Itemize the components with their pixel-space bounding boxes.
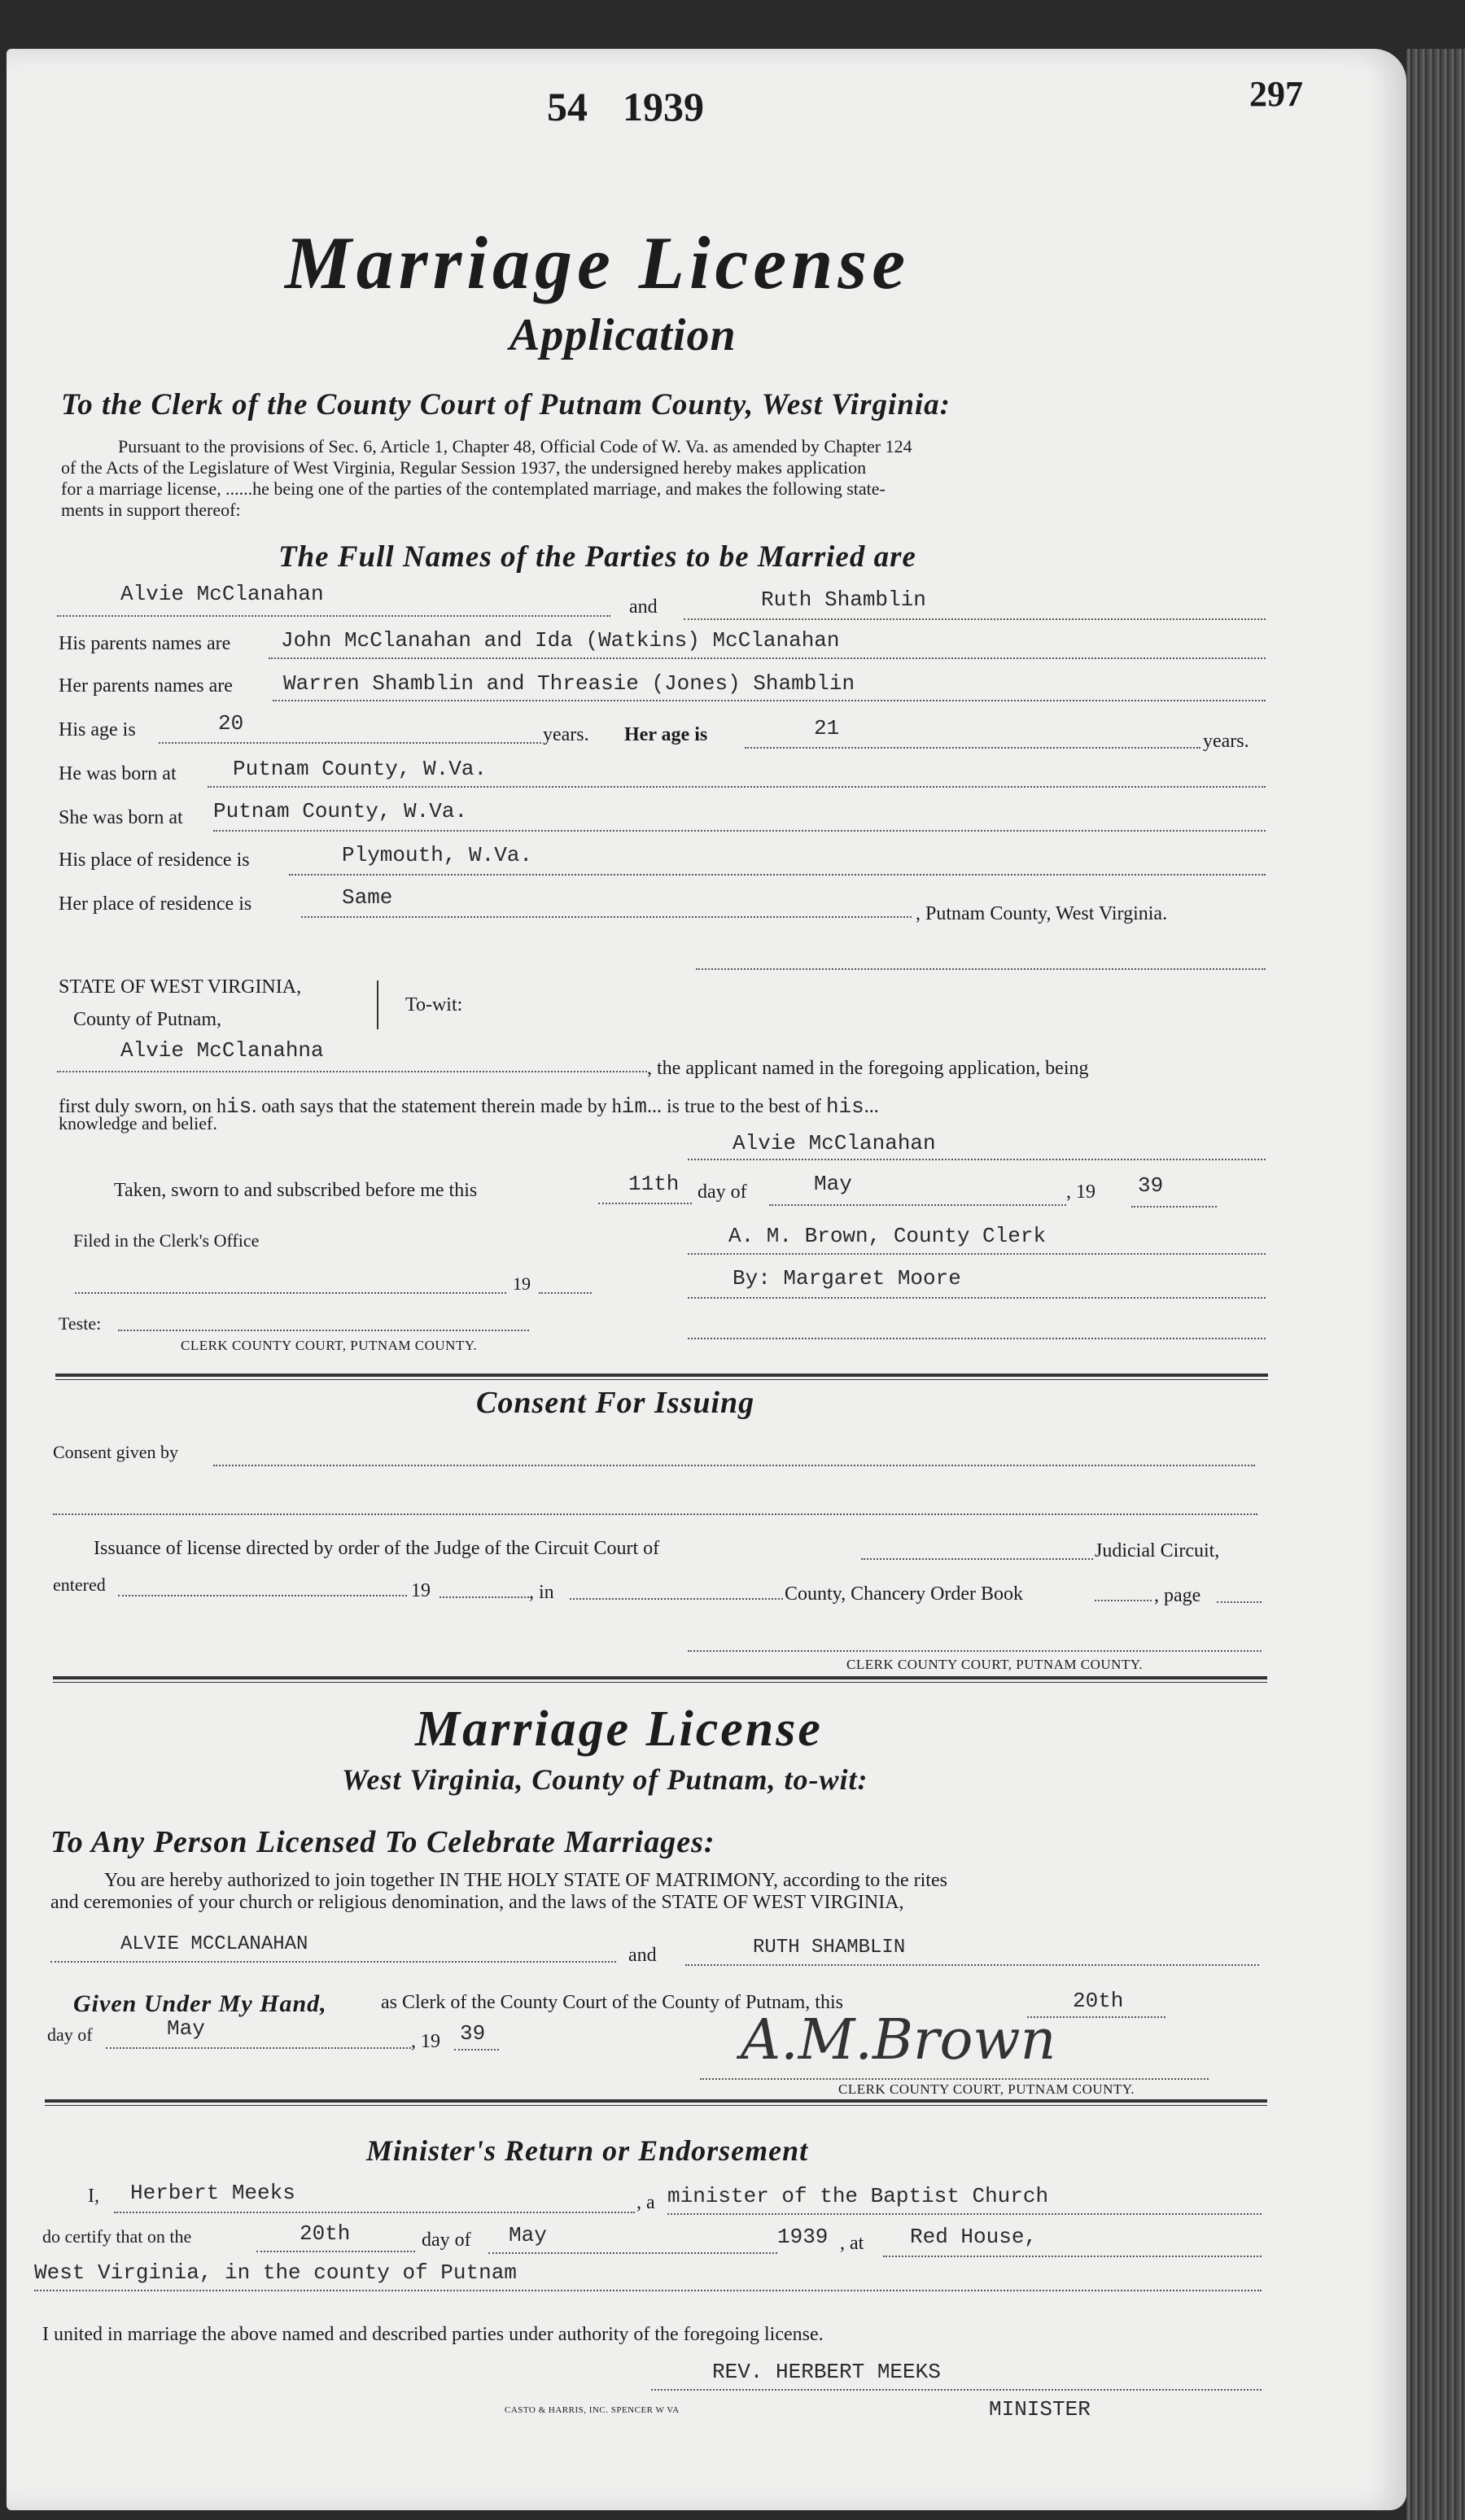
oath-line-2: first duly sworn, on his. oath says that the statement therein made by him... is true to the best of his...: [59, 1094, 879, 1119]
her-age-value: 21: [814, 716, 840, 740]
and-label: and: [629, 596, 658, 618]
county-clerk-name: A. M. Brown, County Clerk: [728, 1224, 1047, 1248]
county-label: County of Putnam,: [73, 1009, 222, 1030]
marriage-month: May: [509, 2223, 547, 2247]
consent-heading: Consent For Issuing: [476, 1386, 755, 1420]
his-age-label: His age is: [59, 719, 136, 740]
license-month: May: [167, 2016, 205, 2041]
sworn-year: 39: [1138, 1173, 1164, 1198]
her-age-label: Her age is: [624, 724, 708, 745]
filed-label: Filed in the Clerk's Office: [73, 1230, 260, 1251]
sworn-day: 11th: [628, 1172, 680, 1196]
full-names-heading: The Full Names of the Parties to be Married are: [278, 540, 916, 574]
license-19-label: , 19: [411, 2031, 440, 2052]
groom-name: Alvie McClanahan: [120, 582, 324, 606]
license-day-of-label: day of: [47, 2024, 93, 2045]
issuance-label: Issuance of license directed by order of the Judge of the Circuit Court of: [94, 1538, 660, 1559]
applicant-name: Alvie McClanahna: [120, 1038, 324, 1063]
license-day: 20th: [1073, 1989, 1124, 2013]
license-title: Marriage License: [415, 1701, 823, 1757]
teste-label: Teste:: [59, 1313, 102, 1334]
his-age-value: 20: [218, 711, 244, 736]
marriage-at-label: , at: [840, 2233, 864, 2254]
her-parents-label: Her parents names are: [59, 675, 233, 697]
license-and-label: and: [628, 1945, 657, 1966]
wv-county-heading: West Virginia, County of Putnam, to-wit:: [342, 1763, 868, 1796]
license-bride: RUTH SHAMBLIN: [753, 1937, 906, 1959]
clerk-signature: A.M.Brown: [741, 2008, 1056, 2072]
oath-line-3: knowledge and belief.: [59, 1113, 217, 1133]
divider-1: [55, 1374, 1268, 1380]
license-year: 39: [460, 2021, 486, 2046]
she-born-label: She was born at: [59, 807, 183, 828]
subtitle: Application: [509, 310, 737, 360]
record-year: 1939: [623, 84, 704, 129]
record-number: 54: [547, 84, 588, 129]
bride-name: Ruth Shamblin: [761, 587, 926, 612]
authorization-line-1: You are hereby authorized to join together IN THE HOLY STATE OF MATRIMONY, according to the rites: [104, 1870, 947, 1891]
marriage-year: 1939: [777, 2225, 829, 2249]
given-rest-label: as Clerk of the County Court of the County of Putnam, this: [381, 1992, 843, 2013]
minister-signature: REV. HERBERT MEEKS: [712, 2360, 941, 2384]
minister-name: Herbert Meeks: [130, 2181, 295, 2205]
license-groom: ALVIE MCCLANAHAN: [120, 1933, 308, 1955]
to-any-person-heading: To Any Person Licensed To Celebrate Marriages:: [50, 1825, 715, 1859]
judicial-circuit-label: Judicial Circuit,: [1095, 1540, 1220, 1561]
his-residence-label: His place of residence is: [59, 849, 250, 871]
marriage-day-of-label: day of: [422, 2230, 471, 2251]
his-parents-label: His parents names are: [59, 633, 231, 654]
she-born-value: Putnam County, W.Va.: [213, 799, 468, 823]
certify-label: do certify that on the: [42, 2226, 192, 2247]
page-label: , page: [1154, 1585, 1201, 1606]
intro-line-3: for a marriage license, ......he being one of the parties of the contemplated marriage, and makes the following state-: [61, 478, 886, 499]
consent-given-label: Consent given by: [53, 1442, 178, 1462]
title: Marriage License: [285, 221, 911, 304]
return-i-label: I,: [88, 2186, 99, 2207]
united-statement: I united in marriage the above named and described parties under authority of the foregoing license.: [42, 2324, 824, 2345]
sworn-day-of-label: day of: [698, 1181, 747, 1203]
entered-in-label: , in: [529, 1582, 554, 1603]
his-residence-value: Plymouth, W.Va.: [342, 843, 533, 867]
page-number: 297: [1249, 74, 1303, 114]
sworn-19-label: , 19: [1066, 1181, 1095, 1203]
he-born-value: Putnam County, W.Va.: [233, 757, 488, 781]
return-heading: Minister's Return or Endorsement: [366, 2134, 809, 2167]
his-parents-value: John McClanahan and Ida (Watkins) McClanahan: [281, 628, 840, 653]
return-a-label: , a: [636, 2192, 655, 2213]
consent-clerk-caption: CLERK COUNTY COURT, PUTNAM COUNTY.: [846, 1657, 1144, 1672]
state-label: STATE OF WEST VIRGINIA,: [59, 976, 302, 998]
intro-line-4: ments in support thereof:: [61, 500, 241, 520]
authorization-line-2: and ceremonies of your church or religious denomination, and the laws of the STATE OF WEST VIRGINIA,: [50, 1892, 904, 1913]
printer-imprint: CASTO & HARRIS, INC. SPENCER W VA: [505, 2405, 680, 2415]
entered-19-label: 19: [411, 1580, 431, 1601]
intro-line-2: of the Acts of the Legislature of West Virginia, Regular Session 1937, the undersigned hereby makes application: [61, 457, 867, 478]
deputy-clerk: By: Margaret Moore: [732, 1266, 961, 1291]
marriage-place: Red House,: [910, 2225, 1038, 2249]
intro-line-1: Pursuant to the provisions of Sec. 6, Article 1, Chapter 48, Official Code of W. Va. as amended by Chapter 124: [118, 436, 912, 456]
her-parents-value: Warren Shamblin and Threasie (Jones) Shamblin: [283, 671, 855, 696]
to-wit-label: To-wit:: [405, 994, 463, 1015]
license-clerk-caption: CLERK COUNTY COURT, PUTNAM COUNTY.: [838, 2081, 1135, 2097]
given-under-hand: Given Under My Hand,: [73, 1990, 327, 2017]
chancery-book-label: County, Chancery Order Book: [785, 1583, 1024, 1605]
her-residence-value: Same: [342, 885, 393, 910]
marriage-place-2: West Virginia, in the county of Putnam: [34, 2260, 517, 2285]
years-label-1: years.: [543, 724, 589, 745]
book-spine-edge: [1406, 49, 1465, 2520]
applicant-suffix: , the applicant named in the foregoing application, being: [647, 1058, 1089, 1079]
entered-label: entered: [53, 1574, 106, 1595]
her-residence-label: Her place of residence is: [59, 893, 252, 915]
minister-church: minister of the Baptist Church: [667, 2184, 1049, 2208]
divider-3: [45, 2099, 1267, 2106]
years-label-2: years.: [1203, 731, 1249, 752]
teste-clerk-caption: CLERK COUNTY COURT, PUTNAM COUNTY.: [181, 1338, 478, 1353]
marriage-day: 20th: [300, 2221, 351, 2246]
filed-19-label: 19: [513, 1273, 531, 1294]
minister-title: MINISTER: [989, 2397, 1091, 2422]
taken-label: Taken, sworn to and subscribed before me this: [114, 1180, 478, 1201]
sworn-month: May: [814, 1172, 852, 1196]
her-residence-suffix: , Putnam County, West Virginia.: [916, 903, 1168, 924]
he-born-label: He was born at: [59, 763, 177, 784]
divider-2: [53, 1676, 1267, 1683]
to-clerk-heading: To the Clerk of the County Court of Putnam County, West Virginia:: [61, 388, 951, 421]
applicant-signature: Alvie McClanahan: [732, 1131, 936, 1155]
